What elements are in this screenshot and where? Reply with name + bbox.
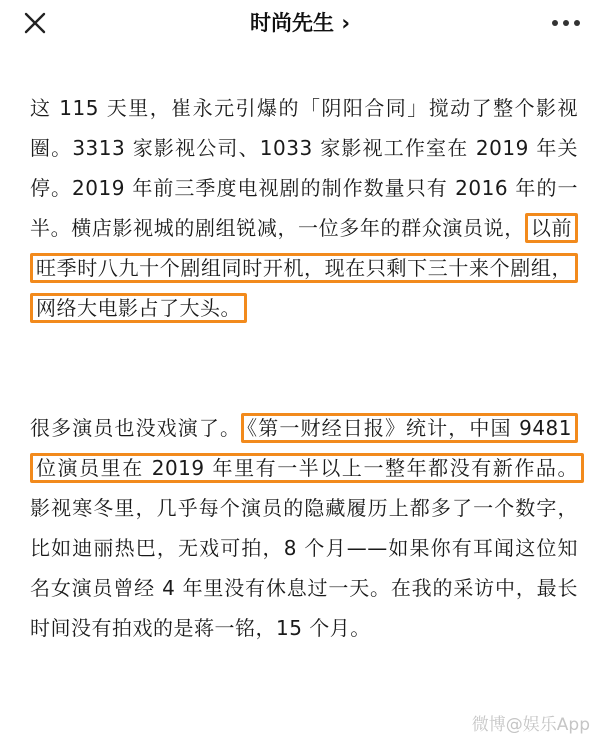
chevron-right-icon: › [341, 11, 350, 35]
more-dots-icon [574, 20, 580, 26]
article-paragraph [30, 88, 578, 328]
account-title-link[interactable] [0, 8, 600, 38]
more-button[interactable] [552, 20, 580, 28]
highlighted-statistic: 《第一财经日报》统计，中国 9481 位演员里在 2019 年里有一半以上一整年都没有新作品。 [30, 413, 584, 483]
paragraph-text: 很多演员也没戏演了。 [30, 416, 242, 440]
article-paragraph [30, 408, 578, 648]
more-dots-icon [563, 20, 569, 26]
account-name[interactable]: 时尚先生 [250, 11, 335, 35]
watermark: 微博@娱乐App [471, 715, 590, 735]
paragraph-text: 影视寒冬里，几乎每个演员的隐藏履历上都多了一个数字，比如迪丽热巴，无戏可拍，8 个月——如果你有耳闻这位知名女演员曾经 4 年里没有休息过一天。在我的采访中，最长时间没有拍戏的是蒋一铭，15 个月。 [30, 496, 578, 640]
paragraph-text: 这 115 天里，崔永元引爆的「阴阳合同」搅动了整个影视圈。3313 家影视公司、1033 家影视工作室在 2019 年关停。2019 年前三季度电视剧的制作数量只有 2016 年的一半。横店影视城的剧组锐减，一位多年的群众演员说， [30, 96, 578, 240]
highlighted-quote: 以前旺季时八九十个剧组同时开机，现在只剩下三十来个剧组，网络大电影占了大头。 [30, 213, 578, 323]
article-body [30, 88, 578, 648]
more-dots-icon [552, 20, 558, 26]
top-bar [0, 0, 600, 46]
